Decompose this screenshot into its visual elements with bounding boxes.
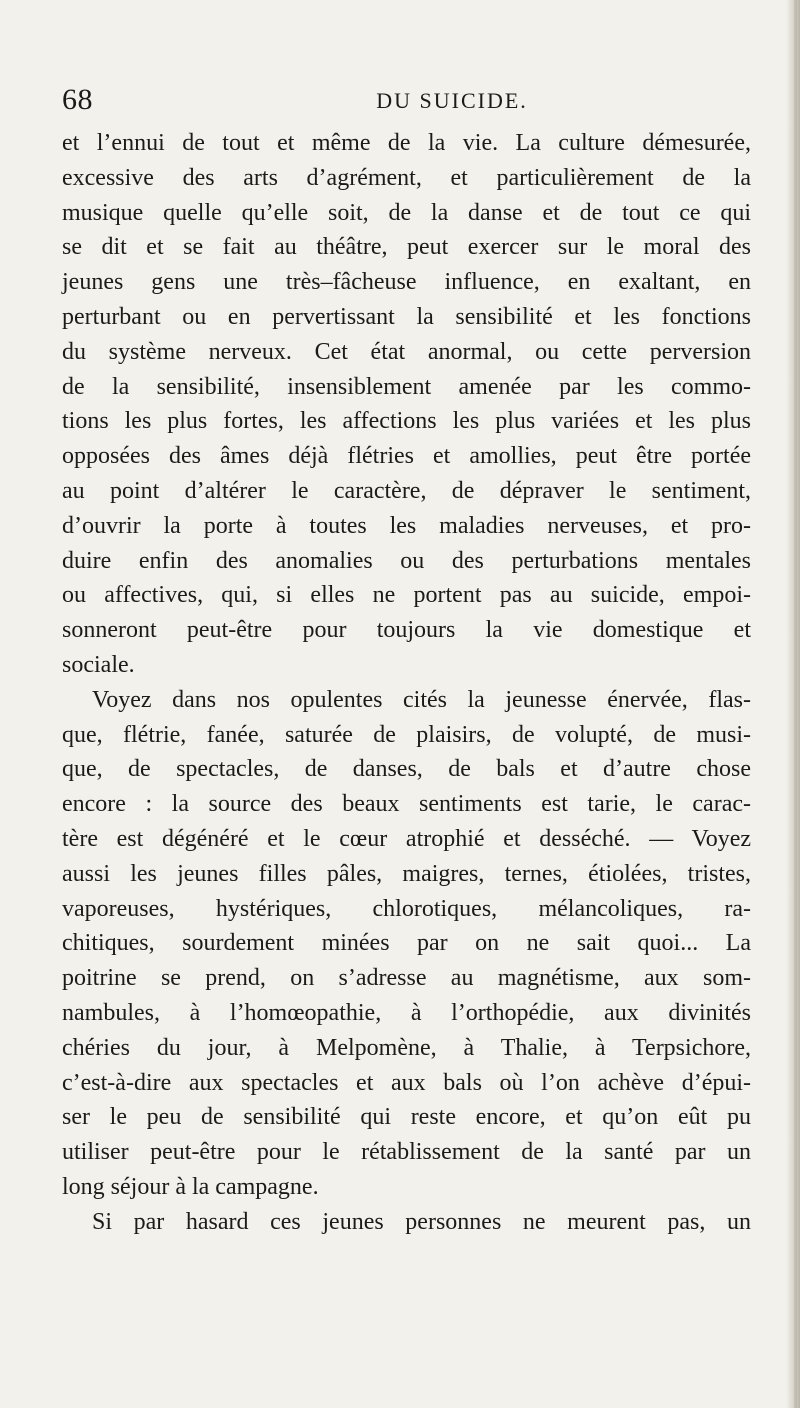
text-line: jeunes gens une très–fâcheuse influence, en exaltant, en <box>62 269 751 296</box>
text-line: du système nerveux. Cet état anormal, ou cette perversion <box>62 338 751 365</box>
text-line: vaporeuses, hystériques, chlorotiques, mélancoliques, ra- <box>62 895 751 922</box>
text-line: chitiques, sourdement minées par on ne sait quoi... La <box>62 930 751 957</box>
text-line: excessive des arts d’agrément, et particulièrement de la <box>62 164 751 191</box>
text-line: tère est dégénéré et le cœur atrophié et desséché. — Voyez <box>62 825 751 852</box>
text-line: musique quelle qu’elle soit, de la danse et de tout ce qui <box>62 199 751 226</box>
text-line: duire enfin des anomalies ou des perturbations mentales <box>62 547 751 574</box>
text-line: de la sensibilité, insensiblement amenée par les commo- <box>62 373 751 400</box>
text-line: au point d’altérer le caractère, de dépraver le sentiment, <box>62 477 751 504</box>
text-line: c’est-à-dire aux spectacles et aux bals où l’on achève d’épui- <box>62 1069 751 1096</box>
text-line: chéries du jour, à Melpomène, à Thalie, à Terpsichore, <box>62 1034 751 1061</box>
text-line: et l’ennui de tout et même de la vie. La culture démesurée, <box>62 130 751 156</box>
text-line: sonneront peut-être pour toujours la vie domestique et <box>62 617 751 644</box>
text-line: encore : la source des beaux sentiments est tarie, le carac- <box>62 791 751 818</box>
text-line: que, flétrie, fanée, saturée de plaisirs, de volupté, de musi- <box>62 721 751 748</box>
text-line: Voyez dans nos opulentes cités la jeunesse énervée, flas- <box>92 686 751 713</box>
text-line: ser le peu de sensibilité qui reste encore, et qu’on eût pu <box>62 1104 751 1131</box>
page-edge-shadow <box>794 0 797 1408</box>
text-line: nambules, à l’homœopathie, à l’orthopédie, aux divinités <box>62 999 751 1026</box>
text-line: ou affectives, qui, si elles ne portent pas au suicide, empoi- <box>62 582 751 609</box>
page-edge <box>786 0 800 1408</box>
text-line: long séjour à la campagne. <box>62 1173 319 1200</box>
text-line: perturbant ou en pervertissant la sensibilité et les fonctions <box>62 303 751 330</box>
text-line: aussi les jeunes filles pâles, maigres, ternes, étiolées, tristes, <box>62 860 751 887</box>
text-line: utiliser peut-être pour le rétablissement de la santé par un <box>62 1139 751 1166</box>
text-line: sociale. <box>62 651 135 678</box>
body-text <box>62 126 751 1240</box>
text-line: Si par hasard ces jeunes personnes ne meurent pas, un <box>92 1208 751 1235</box>
text-line: poitrine se prend, on s’adresse au magnétisme, aux som- <box>62 965 751 992</box>
text-line: que, de spectacles, de danses, de bals et d’autre chose <box>62 756 751 783</box>
running-head: DU SUICIDE. <box>376 88 528 113</box>
page-number: 68 <box>62 83 93 116</box>
page-header <box>62 82 750 118</box>
text-line: tions les plus fortes, les affections les plus variées et les plus <box>62 408 751 435</box>
text-line: opposées des âmes déjà flétries et amollies, peut être portée <box>62 443 751 470</box>
text-line: se dit et se fait au théâtre, peut exercer sur le moral des <box>62 234 751 261</box>
text-line: d’ouvrir la porte à toutes les maladies nerveuses, et pro- <box>62 512 751 539</box>
